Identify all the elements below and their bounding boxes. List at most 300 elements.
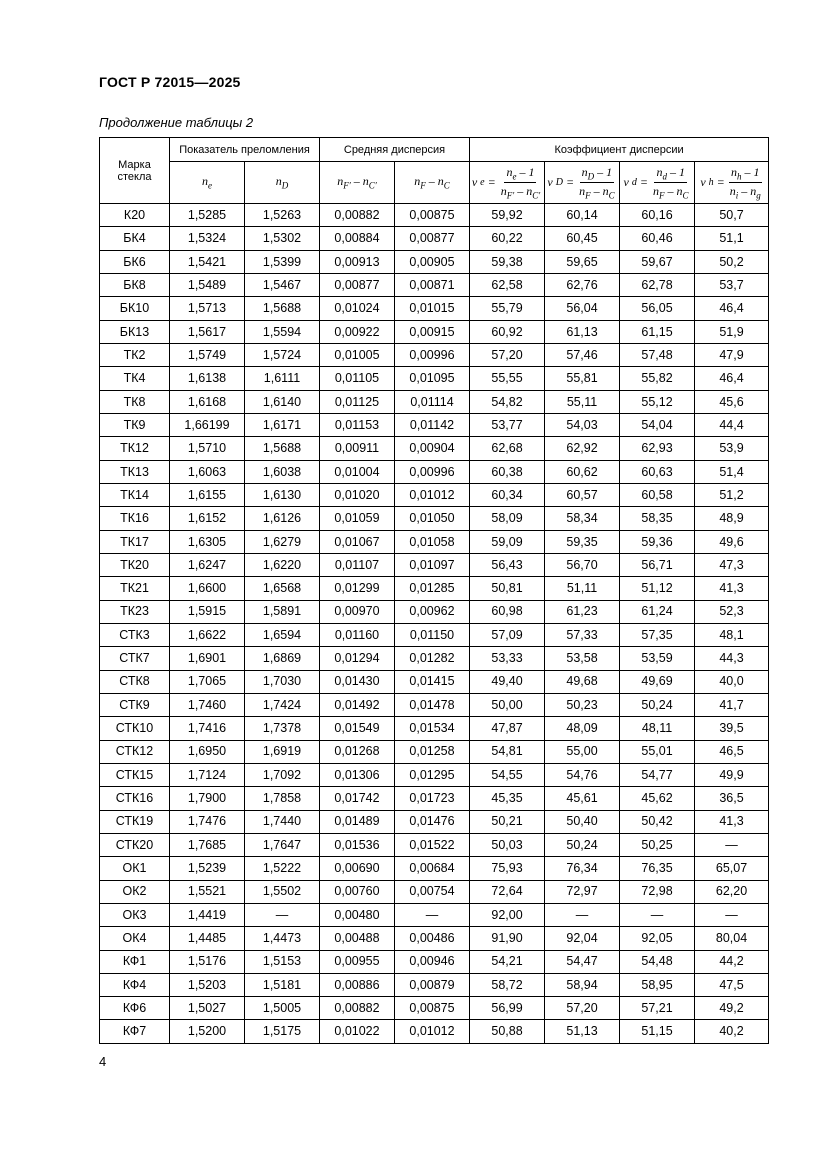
- nf-nc-cell: 0,00905: [395, 250, 470, 273]
- table-row: [100, 437, 769, 460]
- nf1-nc1-cell: 0,00886: [320, 973, 395, 996]
- grade-cell: ТК21: [100, 577, 170, 600]
- nf-nc-cell: 0,01415: [395, 670, 470, 693]
- vd-small-cell: 60,63: [620, 460, 695, 483]
- vh-cell: 41,3: [695, 810, 769, 833]
- ne-cell: 1,5713: [170, 297, 245, 320]
- ve-cell: 58,72: [470, 973, 545, 996]
- vh-cell: 44,3: [695, 647, 769, 670]
- nf-nc-cell: 0,01258: [395, 740, 470, 763]
- ve-cell: 50,88: [470, 1020, 545, 1043]
- nd-cell: 1,5302: [245, 227, 320, 250]
- grade-cell: К20: [100, 204, 170, 227]
- nf1-nc1-cell: 0,01005: [320, 343, 395, 366]
- ve-cell: 50,00: [470, 693, 545, 716]
- table-row: [100, 343, 769, 366]
- nd-cell: 1,6126: [245, 507, 320, 530]
- col-vh-header: ν h = $\frac{n_h - 1}{n_i - n_g}$: [695, 162, 769, 204]
- ve-cell: 54,55: [470, 763, 545, 786]
- grade-cell: ТК23: [100, 600, 170, 623]
- vd-small-cell: 57,48: [620, 343, 695, 366]
- vh-cell: 47,5: [695, 973, 769, 996]
- vd-cell: 49,68: [545, 670, 620, 693]
- grade-cell: СТК10: [100, 717, 170, 740]
- vh-cell: —: [695, 903, 769, 926]
- vd-cell: 62,92: [545, 437, 620, 460]
- grade-cell: КФ4: [100, 973, 170, 996]
- grade-cell: БК13: [100, 320, 170, 343]
- ne-cell: 1,5200: [170, 1020, 245, 1043]
- ve-cell: 57,20: [470, 343, 545, 366]
- vd-small-cell: 49,69: [620, 670, 695, 693]
- table-row: [100, 553, 769, 576]
- vh-cell: 40,2: [695, 1020, 769, 1043]
- vd-cell: 60,57: [545, 483, 620, 506]
- vh-cell: —: [695, 833, 769, 856]
- nf1-nc1-cell: 0,00884: [320, 227, 395, 250]
- nf-nc-cell: 0,01150: [395, 623, 470, 646]
- table-row: [100, 273, 769, 296]
- nd-cell: 1,6919: [245, 740, 320, 763]
- nf-nc-cell: 0,00486: [395, 927, 470, 950]
- nd-cell: 1,5263: [245, 204, 320, 227]
- grade-cell: ТК4: [100, 367, 170, 390]
- ve-cell: 55,79: [470, 297, 545, 320]
- table-row: [100, 577, 769, 600]
- vd-cell: 56,70: [545, 553, 620, 576]
- nf-nc-cell: 0,01012: [395, 1020, 470, 1043]
- ne-cell: 1,4419: [170, 903, 245, 926]
- nf1-nc1-cell: 0,01153: [320, 413, 395, 436]
- ve-cell: 59,92: [470, 204, 545, 227]
- ve-cell: 56,99: [470, 997, 545, 1020]
- grade-cell: ТК20: [100, 553, 170, 576]
- ve-cell: 53,77: [470, 413, 545, 436]
- vd-cell: 55,81: [545, 367, 620, 390]
- nf1-nc1-cell: 0,01742: [320, 787, 395, 810]
- col-nf1-nc1-header: $n_{F'} - n_{C'}$: [320, 162, 395, 204]
- col-nf-nc-header: $n_F - n_C$: [395, 162, 470, 204]
- vh-cell: 41,7: [695, 693, 769, 716]
- vh-cell: 51,1: [695, 227, 769, 250]
- nd-cell: 1,6568: [245, 577, 320, 600]
- nf-nc-cell: 0,00871: [395, 273, 470, 296]
- ne-cell: 1,4485: [170, 927, 245, 950]
- nd-cell: 1,5222: [245, 857, 320, 880]
- vh-cell: 46,4: [695, 367, 769, 390]
- table-row: [100, 810, 769, 833]
- table-row: [100, 390, 769, 413]
- ve-cell: 62,58: [470, 273, 545, 296]
- nf-nc-cell: 0,01723: [395, 787, 470, 810]
- vd-small-cell: 54,04: [620, 413, 695, 436]
- ve-cell: 54,81: [470, 740, 545, 763]
- nf1-nc1-cell: 0,00488: [320, 927, 395, 950]
- vd-cell: 61,23: [545, 600, 620, 623]
- table-row: [100, 833, 769, 856]
- grade-cell: СТК8: [100, 670, 170, 693]
- nf1-nc1-cell: 0,00922: [320, 320, 395, 343]
- vd-small-cell: 55,82: [620, 367, 695, 390]
- vh-cell: 48,1: [695, 623, 769, 646]
- vh-cell: 44,4: [695, 413, 769, 436]
- ne-cell: 1,5324: [170, 227, 245, 250]
- ne-cell: 1,6138: [170, 367, 245, 390]
- ve-cell: 49,40: [470, 670, 545, 693]
- vd-small-cell: 62,78: [620, 273, 695, 296]
- vh-cell: 50,2: [695, 250, 769, 273]
- nf1-nc1-cell: 0,01306: [320, 763, 395, 786]
- nf1-nc1-cell: 0,01125: [320, 390, 395, 413]
- nf1-nc1-cell: 0,01020: [320, 483, 395, 506]
- vh-cell: 39,5: [695, 717, 769, 740]
- grade-cell: КФ7: [100, 1020, 170, 1043]
- nf1-nc1-cell: 0,00690: [320, 857, 395, 880]
- vd-cell: 54,03: [545, 413, 620, 436]
- nf-nc-cell: 0,01058: [395, 530, 470, 553]
- vd-cell: 59,65: [545, 250, 620, 273]
- vh-cell: 65,07: [695, 857, 769, 880]
- col-ve-header: ν e = $\frac{n_e - 1}{n_{F'} - n_{C'}}$: [470, 162, 545, 204]
- vd-small-cell: 56,71: [620, 553, 695, 576]
- table-row: [100, 927, 769, 950]
- vd-small-cell: 72,98: [620, 880, 695, 903]
- nd-cell: 1,5181: [245, 973, 320, 996]
- ve-cell: 45,35: [470, 787, 545, 810]
- vh-cell: 49,2: [695, 997, 769, 1020]
- ne-cell: 1,7900: [170, 787, 245, 810]
- nd-cell: 1,5502: [245, 880, 320, 903]
- ve-cell: 62,68: [470, 437, 545, 460]
- col-dispersion-group-header: Средняя дисперсия: [320, 138, 470, 162]
- nf1-nc1-cell: 0,00760: [320, 880, 395, 903]
- ve-cell: 60,34: [470, 483, 545, 506]
- document-id: ГОСТ Р 72015—2025: [99, 74, 241, 90]
- ne-cell: 1,6600: [170, 577, 245, 600]
- nf-nc-cell: 0,00946: [395, 950, 470, 973]
- grade-cell: ТК14: [100, 483, 170, 506]
- vd-cell: 50,23: [545, 693, 620, 716]
- grade-cell: СТК15: [100, 763, 170, 786]
- ne-cell: 1,6622: [170, 623, 245, 646]
- nf-nc-cell: 0,01050: [395, 507, 470, 530]
- table-row: [100, 787, 769, 810]
- vd-cell: 53,58: [545, 647, 620, 670]
- vh-cell: 53,9: [695, 437, 769, 460]
- vd-small-cell: 57,35: [620, 623, 695, 646]
- table-row: [100, 997, 769, 1020]
- grade-cell: ТК12: [100, 437, 170, 460]
- nd-cell: 1,5594: [245, 320, 320, 343]
- nf1-nc1-cell: 0,00882: [320, 997, 395, 1020]
- grade-cell: ТК16: [100, 507, 170, 530]
- vh-cell: 47,3: [695, 553, 769, 576]
- vh-cell: 62,20: [695, 880, 769, 903]
- nd-cell: 1,5467: [245, 273, 320, 296]
- nf1-nc1-cell: 0,00970: [320, 600, 395, 623]
- vh-cell: 52,3: [695, 600, 769, 623]
- table-row: [100, 973, 769, 996]
- grade-cell: БК8: [100, 273, 170, 296]
- vd-cell: 61,13: [545, 320, 620, 343]
- nf1-nc1-cell: 0,00480: [320, 903, 395, 926]
- grade-cell: КФ6: [100, 997, 170, 1020]
- vd-cell: 50,24: [545, 833, 620, 856]
- vd-cell: 60,45: [545, 227, 620, 250]
- ne-cell: 1,6950: [170, 740, 245, 763]
- nd-cell: 1,6038: [245, 460, 320, 483]
- grade-cell: КФ1: [100, 950, 170, 973]
- nf-nc-cell: 0,01534: [395, 717, 470, 740]
- nf-nc-cell: 0,00879: [395, 973, 470, 996]
- vd-small-cell: 60,46: [620, 227, 695, 250]
- vh-cell: 50,7: [695, 204, 769, 227]
- nd-cell: 1,5175: [245, 1020, 320, 1043]
- grade-cell: БК4: [100, 227, 170, 250]
- vh-cell: 48,9: [695, 507, 769, 530]
- table-row: [100, 740, 769, 763]
- table-row: [100, 623, 769, 646]
- grade-cell: ТК13: [100, 460, 170, 483]
- ne-cell: 1,6247: [170, 553, 245, 576]
- ne-cell: 1,5176: [170, 950, 245, 973]
- table-row: [100, 227, 769, 250]
- vd-cell: 56,04: [545, 297, 620, 320]
- nf-nc-cell: 0,00754: [395, 880, 470, 903]
- ve-cell: 53,33: [470, 647, 545, 670]
- vd-cell: 76,34: [545, 857, 620, 880]
- grade-cell: СТК3: [100, 623, 170, 646]
- nf1-nc1-cell: 0,00913: [320, 250, 395, 273]
- vh-cell: 49,9: [695, 763, 769, 786]
- nd-cell: 1,4473: [245, 927, 320, 950]
- grade-cell: СТК12: [100, 740, 170, 763]
- ne-cell: 1,7685: [170, 833, 245, 856]
- nf1-nc1-cell: 0,01299: [320, 577, 395, 600]
- vd-cell: 57,33: [545, 623, 620, 646]
- nd-cell: 1,7858: [245, 787, 320, 810]
- grade-cell: СТК9: [100, 693, 170, 716]
- table-row: [100, 413, 769, 436]
- nf1-nc1-cell: 0,01022: [320, 1020, 395, 1043]
- nd-cell: 1,6140: [245, 390, 320, 413]
- vh-cell: 46,4: [695, 297, 769, 320]
- vd-small-cell: 61,24: [620, 600, 695, 623]
- vh-cell: 80,04: [695, 927, 769, 950]
- vd-small-cell: 55,12: [620, 390, 695, 413]
- vd-small-cell: 54,48: [620, 950, 695, 973]
- vd-small-cell: 45,62: [620, 787, 695, 810]
- vd-cell: 60,62: [545, 460, 620, 483]
- nf-nc-cell: 0,01295: [395, 763, 470, 786]
- vd-cell: 50,40: [545, 810, 620, 833]
- nf-nc-cell: 0,01095: [395, 367, 470, 390]
- vh-cell: 44,2: [695, 950, 769, 973]
- nf1-nc1-cell: 0,01492: [320, 693, 395, 716]
- table-row: [100, 857, 769, 880]
- page-number: 4: [99, 1054, 107, 1069]
- nf-nc-cell: 0,00962: [395, 600, 470, 623]
- nd-cell: —: [245, 903, 320, 926]
- nf-nc-cell: 0,01478: [395, 693, 470, 716]
- ne-cell: 1,6305: [170, 530, 245, 553]
- ve-cell: 60,38: [470, 460, 545, 483]
- table-body: [100, 204, 769, 1044]
- table-caption: Продолжение таблицы 2: [99, 115, 254, 130]
- grade-cell: ОК1: [100, 857, 170, 880]
- vd-small-cell: 55,01: [620, 740, 695, 763]
- grade-cell: СТК7: [100, 647, 170, 670]
- table-row: [100, 204, 769, 227]
- vd-small-cell: 50,24: [620, 693, 695, 716]
- vd-cell: 57,46: [545, 343, 620, 366]
- vh-cell: 51,2: [695, 483, 769, 506]
- ne-cell: 1,7124: [170, 763, 245, 786]
- nf1-nc1-cell: 0,01549: [320, 717, 395, 740]
- vd-small-cell: 51,12: [620, 577, 695, 600]
- nf-nc-cell: 0,01097: [395, 553, 470, 576]
- vd-cell: 55,11: [545, 390, 620, 413]
- ne-cell: 1,5489: [170, 273, 245, 296]
- nd-cell: 1,6279: [245, 530, 320, 553]
- vd-cell: 58,34: [545, 507, 620, 530]
- table-row: [100, 647, 769, 670]
- ve-cell: 60,22: [470, 227, 545, 250]
- nf-nc-cell: 0,00875: [395, 204, 470, 227]
- vd-small-cell: 60,58: [620, 483, 695, 506]
- ne-cell: 1,6168: [170, 390, 245, 413]
- vd-cell: 45,61: [545, 787, 620, 810]
- table-row: [100, 693, 769, 716]
- table-row: [100, 367, 769, 390]
- ne-cell: 1,7460: [170, 693, 245, 716]
- ne-cell: 1,6155: [170, 483, 245, 506]
- col-vd-header: ν D = $\frac{n_D - 1}{n_F - n_C}$: [545, 162, 620, 204]
- nf1-nc1-cell: 0,01160: [320, 623, 395, 646]
- grade-cell: ТК9: [100, 413, 170, 436]
- table-row: [100, 670, 769, 693]
- nf-nc-cell: 0,01015: [395, 297, 470, 320]
- vd-cell: 57,20: [545, 997, 620, 1020]
- header-row-groups: [100, 138, 769, 162]
- nd-cell: 1,6111: [245, 367, 320, 390]
- ve-cell: 59,38: [470, 250, 545, 273]
- vd-small-cell: 50,25: [620, 833, 695, 856]
- ve-cell: 54,21: [470, 950, 545, 973]
- ne-cell: 1,6901: [170, 647, 245, 670]
- col-ne-header: $n_e$: [170, 162, 245, 204]
- grade-cell: ТК2: [100, 343, 170, 366]
- nd-cell: 1,7647: [245, 833, 320, 856]
- vd-small-cell: 56,05: [620, 297, 695, 320]
- nf1-nc1-cell: 0,01536: [320, 833, 395, 856]
- nf1-nc1-cell: 0,00955: [320, 950, 395, 973]
- nf-nc-cell: 0,00684: [395, 857, 470, 880]
- nf-nc-cell: 0,01114: [395, 390, 470, 413]
- ve-cell: 92,00: [470, 903, 545, 926]
- ne-cell: 1,5239: [170, 857, 245, 880]
- table-row: [100, 507, 769, 530]
- ne-cell: 1,5285: [170, 204, 245, 227]
- vd-small-cell: 53,59: [620, 647, 695, 670]
- nd-cell: 1,5724: [245, 343, 320, 366]
- ve-cell: 50,03: [470, 833, 545, 856]
- ne-cell: 1,5203: [170, 973, 245, 996]
- ve-cell: 60,92: [470, 320, 545, 343]
- vd-small-cell: 60,16: [620, 204, 695, 227]
- ve-cell: 56,43: [470, 553, 545, 576]
- table-row: [100, 530, 769, 553]
- ve-cell: 58,09: [470, 507, 545, 530]
- nd-cell: 1,7030: [245, 670, 320, 693]
- table-row: [100, 297, 769, 320]
- vd-small-cell: —: [620, 903, 695, 926]
- nf-nc-cell: 0,01012: [395, 483, 470, 506]
- grade-cell: СТК20: [100, 833, 170, 856]
- nf1-nc1-cell: 0,01430: [320, 670, 395, 693]
- ne-cell: 1,6152: [170, 507, 245, 530]
- ve-cell: 50,81: [470, 577, 545, 600]
- grade-cell: ОК4: [100, 927, 170, 950]
- col-grade-header: Марка стекла: [100, 138, 170, 204]
- ne-cell: 1,5421: [170, 250, 245, 273]
- table-row: [100, 600, 769, 623]
- ve-cell: 75,93: [470, 857, 545, 880]
- nd-cell: 1,6130: [245, 483, 320, 506]
- grade-cell: БК6: [100, 250, 170, 273]
- vd-cell: 54,47: [545, 950, 620, 973]
- table-row: [100, 460, 769, 483]
- nf1-nc1-cell: 0,01105: [320, 367, 395, 390]
- vd-cell: 54,76: [545, 763, 620, 786]
- glass-dispersion-table: [99, 137, 769, 1044]
- ne-cell: 1,7476: [170, 810, 245, 833]
- ne-cell: 1,5617: [170, 320, 245, 343]
- nd-cell: 1,7092: [245, 763, 320, 786]
- nf1-nc1-cell: 0,01294: [320, 647, 395, 670]
- ne-cell: 1,7416: [170, 717, 245, 740]
- grade-cell: ОК2: [100, 880, 170, 903]
- vd-small-cell: 76,35: [620, 857, 695, 880]
- table-row: [100, 880, 769, 903]
- nf-nc-cell: 0,01282: [395, 647, 470, 670]
- vh-cell: 51,4: [695, 460, 769, 483]
- nf-nc-cell: 0,01476: [395, 810, 470, 833]
- nd-cell: 1,6594: [245, 623, 320, 646]
- table-row: [100, 483, 769, 506]
- ve-cell: 91,90: [470, 927, 545, 950]
- vd-small-cell: 51,15: [620, 1020, 695, 1043]
- nf-nc-cell: 0,00996: [395, 343, 470, 366]
- nf-nc-cell: 0,00996: [395, 460, 470, 483]
- vd-cell: —: [545, 903, 620, 926]
- nf1-nc1-cell: 0,01059: [320, 507, 395, 530]
- vh-cell: 49,6: [695, 530, 769, 553]
- nf-nc-cell: 0,01285: [395, 577, 470, 600]
- nf1-nc1-cell: 0,01004: [320, 460, 395, 483]
- nd-cell: 1,6171: [245, 413, 320, 436]
- vh-cell: 51,9: [695, 320, 769, 343]
- col-coefficient-group-header: Коэффициент дисперсии: [470, 138, 769, 162]
- vd-cell: 62,76: [545, 273, 620, 296]
- nf1-nc1-cell: 0,01489: [320, 810, 395, 833]
- nf-nc-cell: 0,01142: [395, 413, 470, 436]
- table-row: [100, 950, 769, 973]
- vh-cell: 45,6: [695, 390, 769, 413]
- header-row-symbols: [100, 162, 769, 204]
- grade-cell: ТК17: [100, 530, 170, 553]
- vd-cell: 92,04: [545, 927, 620, 950]
